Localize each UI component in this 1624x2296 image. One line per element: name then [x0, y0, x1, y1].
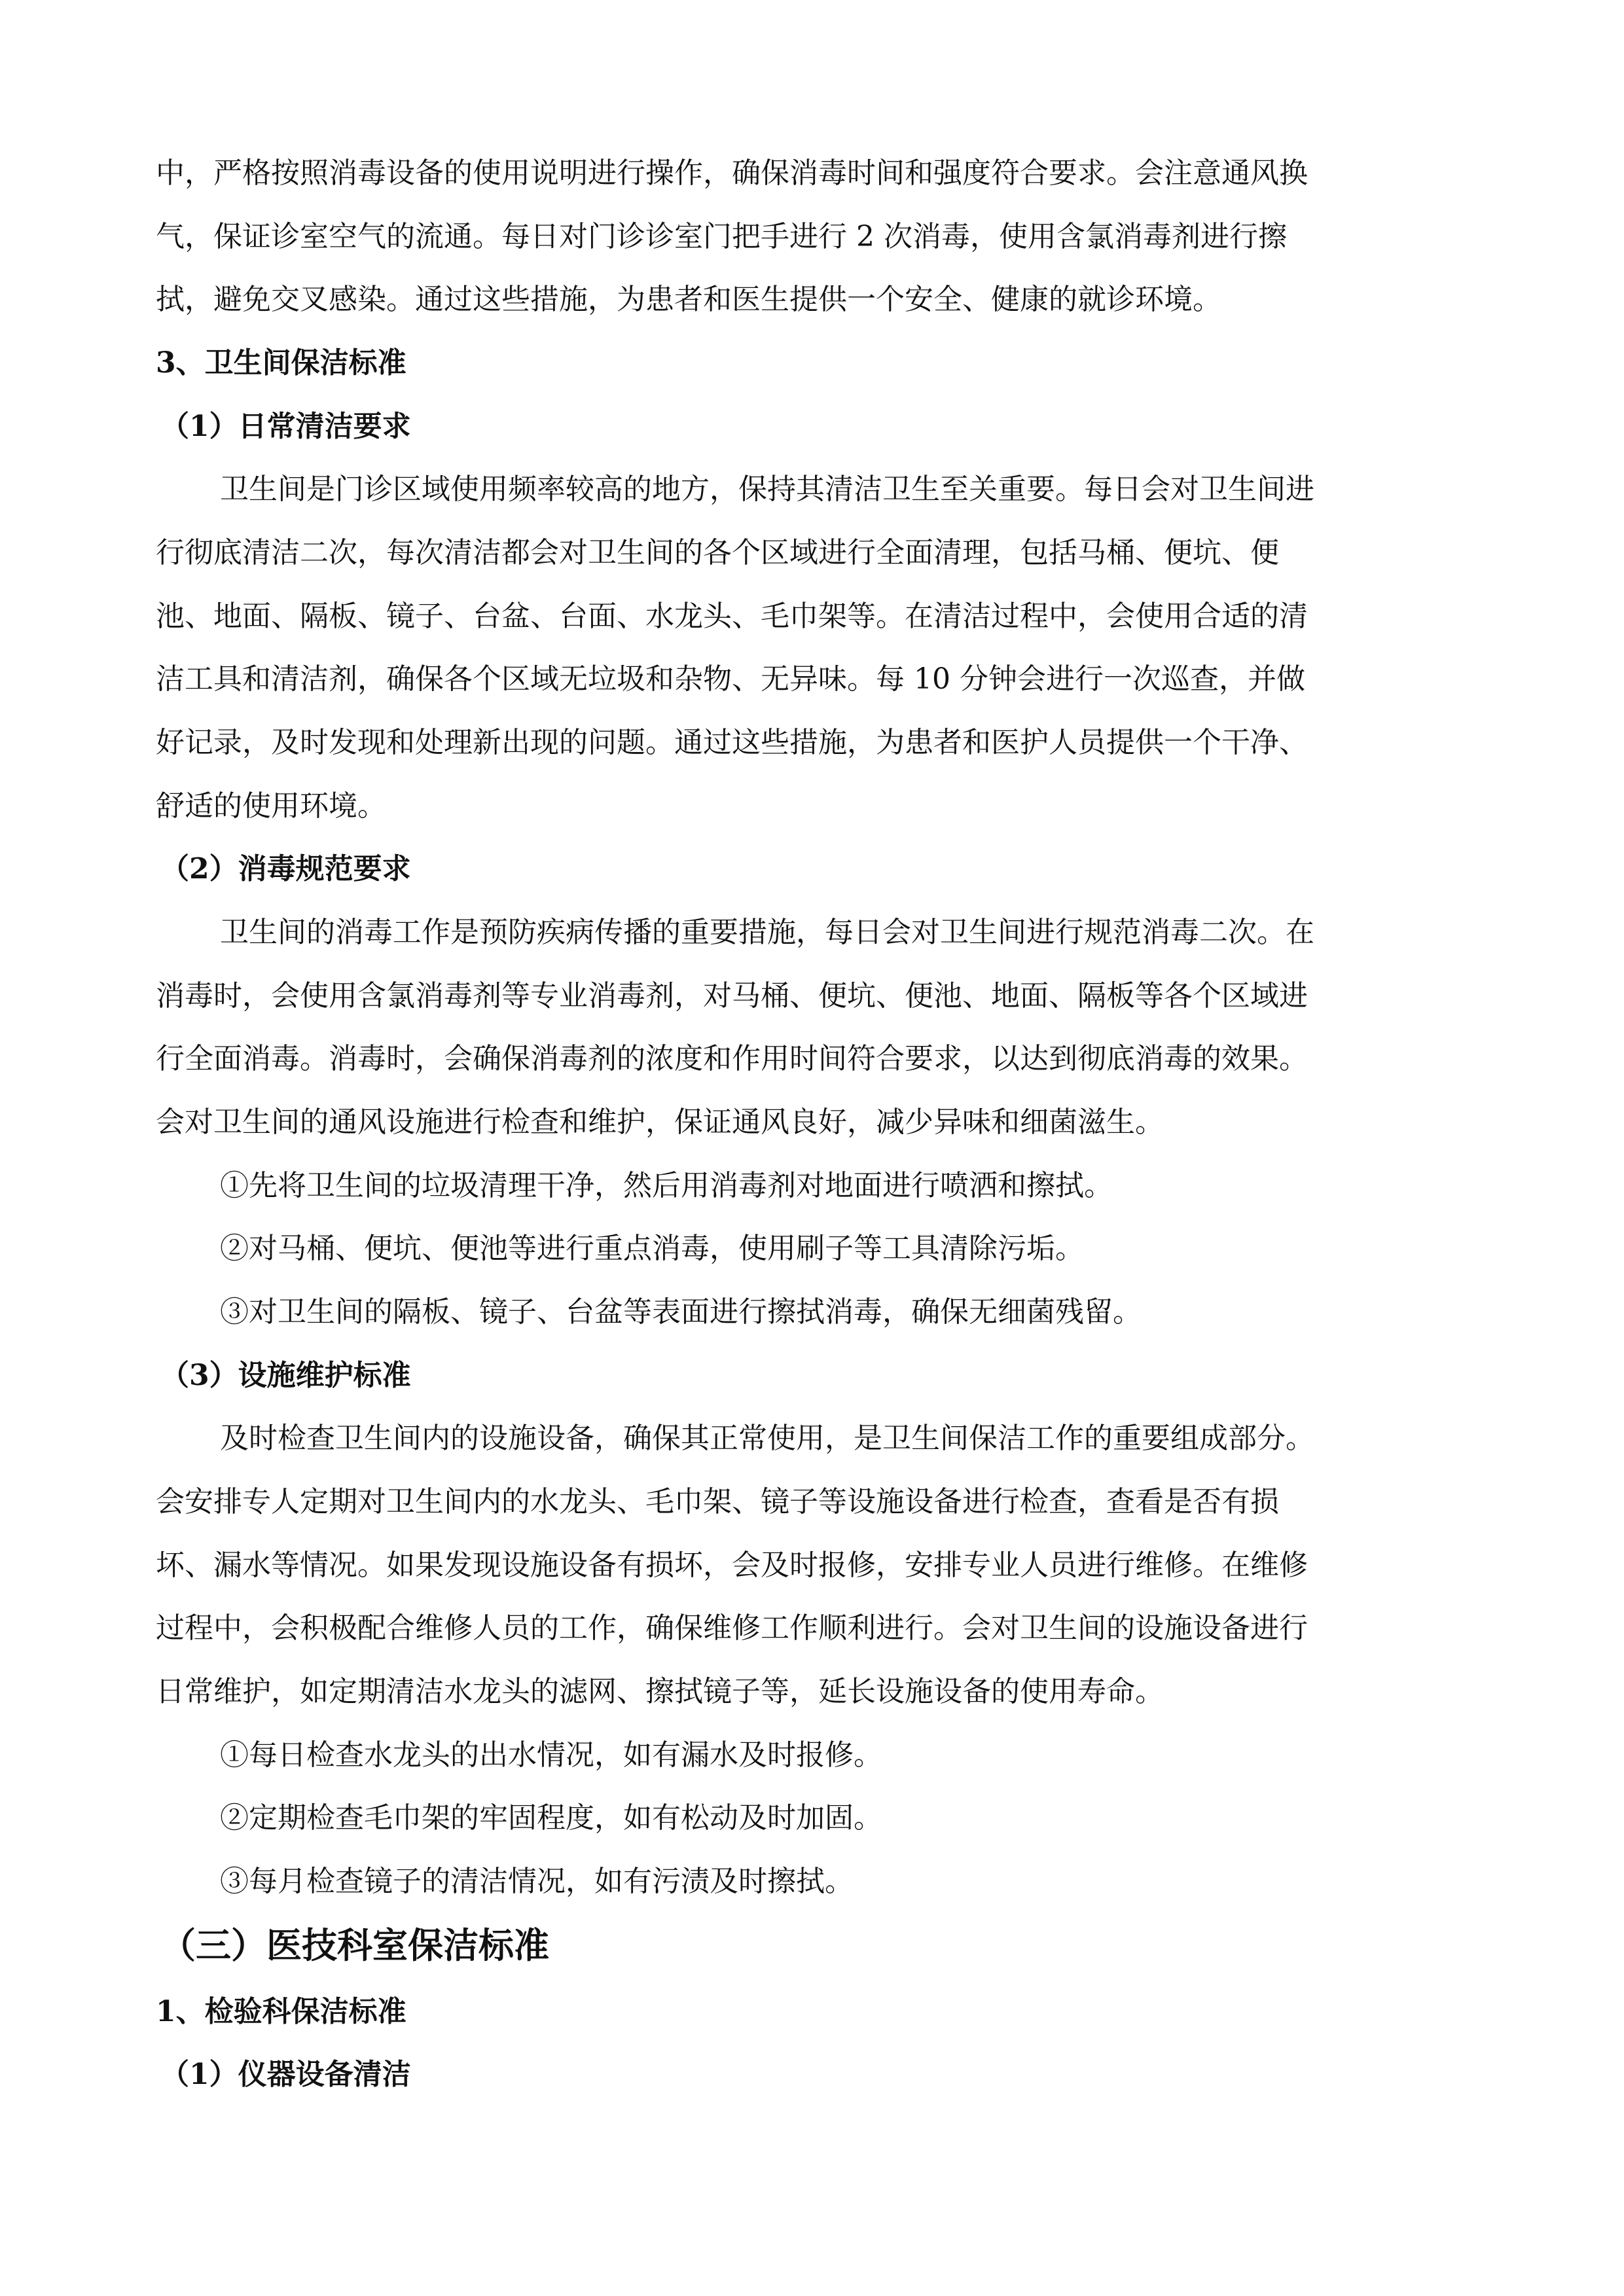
paragraph-line: 消毒时，会使用含氯消毒剂等专业消毒剂，对马桶、便坑、便池、地面、隔板等各个区域进	[156, 979, 1308, 1013]
section-heading: 1、检验科保洁标准	[156, 1995, 406, 2028]
paragraph-line: 卫生间的消毒工作是预防疾病传播的重要措施，每日会对卫生间进行规范消毒二次。在	[220, 916, 1314, 949]
list-item: ①每日检查水龙头的出水情况，如有漏水及时报修。	[220, 1738, 882, 1772]
paragraph-line: 洁工具和清洁剂，确保各个区域无垃圾和杂物、无异味。每 10 分钟会进行一次巡查，并做	[156, 662, 1305, 696]
list-item: ①先将卫生间的垃圾清理干净，然后用消毒剂对地面进行喷洒和擦拭。	[220, 1169, 1113, 1202]
paragraph-line: 日常维护，如定期清洁水龙头的滤网、擦拭镜子等，延长设施设备的使用寿命。	[156, 1675, 1164, 1708]
paragraph-line: 卫生间是门诊区域使用频率较高的地方，保持其清洁卫生至关重要。每日会对卫生间进	[220, 473, 1314, 506]
subsection-heading: （1）仪器设备清洁	[160, 2058, 411, 2091]
subsection-heading: （1）日常清洁要求	[160, 410, 411, 443]
section-heading: 3、卫生间保洁标准	[156, 346, 406, 380]
paragraph-line: 池、地面、隔板、镜子、台盆、台面、水龙头、毛巾架等。在清洁过程中，会使用合适的清	[156, 600, 1308, 633]
list-item: ③每月检查镜子的清洁情况，如有污渍及时擦拭。	[220, 1865, 854, 1898]
paragraph-line: 中，严格按照消毒设备的使用说明进行操作，确保消毒时间和强度符合要求。会注意通风换	[156, 156, 1308, 190]
subsection-heading: （2）消毒规范要求	[160, 852, 411, 886]
list-item: ②定期检查毛巾架的牢固程度，如有松动及时加固。	[220, 1801, 882, 1835]
chapter-heading: （三）医技科室保洁标准	[160, 1924, 549, 1966]
subsection-heading: （3）设施维护标准	[160, 1359, 411, 1392]
paragraph-line: 行彻底清洁二次，每次清洁都会对卫生间的各个区域进行全面清理，包括马桶、便坑、便	[156, 536, 1279, 569]
paragraph-line: 行全面消毒。消毒时，会确保消毒剂的浓度和作用时间符合要求，以达到彻底消毒的效果。	[156, 1042, 1308, 1075]
paragraph-line: 气，保证诊室空气的流通。每日对门诊诊室门把手进行 2 次消毒，使用含氯消毒剂进行擦	[156, 220, 1287, 253]
paragraph-line: 好记录，及时发现和处理新出现的问题。通过这些措施，为患者和医护人员提供一个干净、	[156, 726, 1308, 759]
paragraph-line: 舒适的使用环境。	[156, 789, 386, 823]
paragraph-line: 坏、漏水等情况。如果发现设施设备有损坏，会及时报修，安排专业人员进行维修。在维修	[156, 1549, 1308, 1582]
paragraph-line: 及时检查卫生间内的设施设备，确保其正常使用，是卫生间保洁工作的重要组成部分。	[220, 1422, 1314, 1455]
list-item: ③对卫生间的隔板、镜子、台盆等表面进行擦拭消毒，确保无细菌残留。	[220, 1295, 1142, 1329]
paragraph-line: 会安排专人定期对卫生间内的水龙头、毛巾架、镜子等设施设备进行检查，查看是否有损	[156, 1485, 1279, 1518]
paragraph-line: 会对卫生间的通风设施进行检查和维护，保证通风良好，减少异味和细菌滋生。	[156, 1105, 1164, 1139]
list-item: ②对马桶、便坑、便池等进行重点消毒，使用刷子等工具清除污垢。	[220, 1232, 1084, 1265]
paragraph-line: 拭，避免交叉感染。通过这些措施，为患者和医生提供一个安全、健康的就诊环境。	[156, 283, 1221, 316]
paragraph-line: 过程中，会积极配合维修人员的工作，确保维修工作顺利进行。会对卫生间的设施设备进行	[156, 1611, 1308, 1645]
